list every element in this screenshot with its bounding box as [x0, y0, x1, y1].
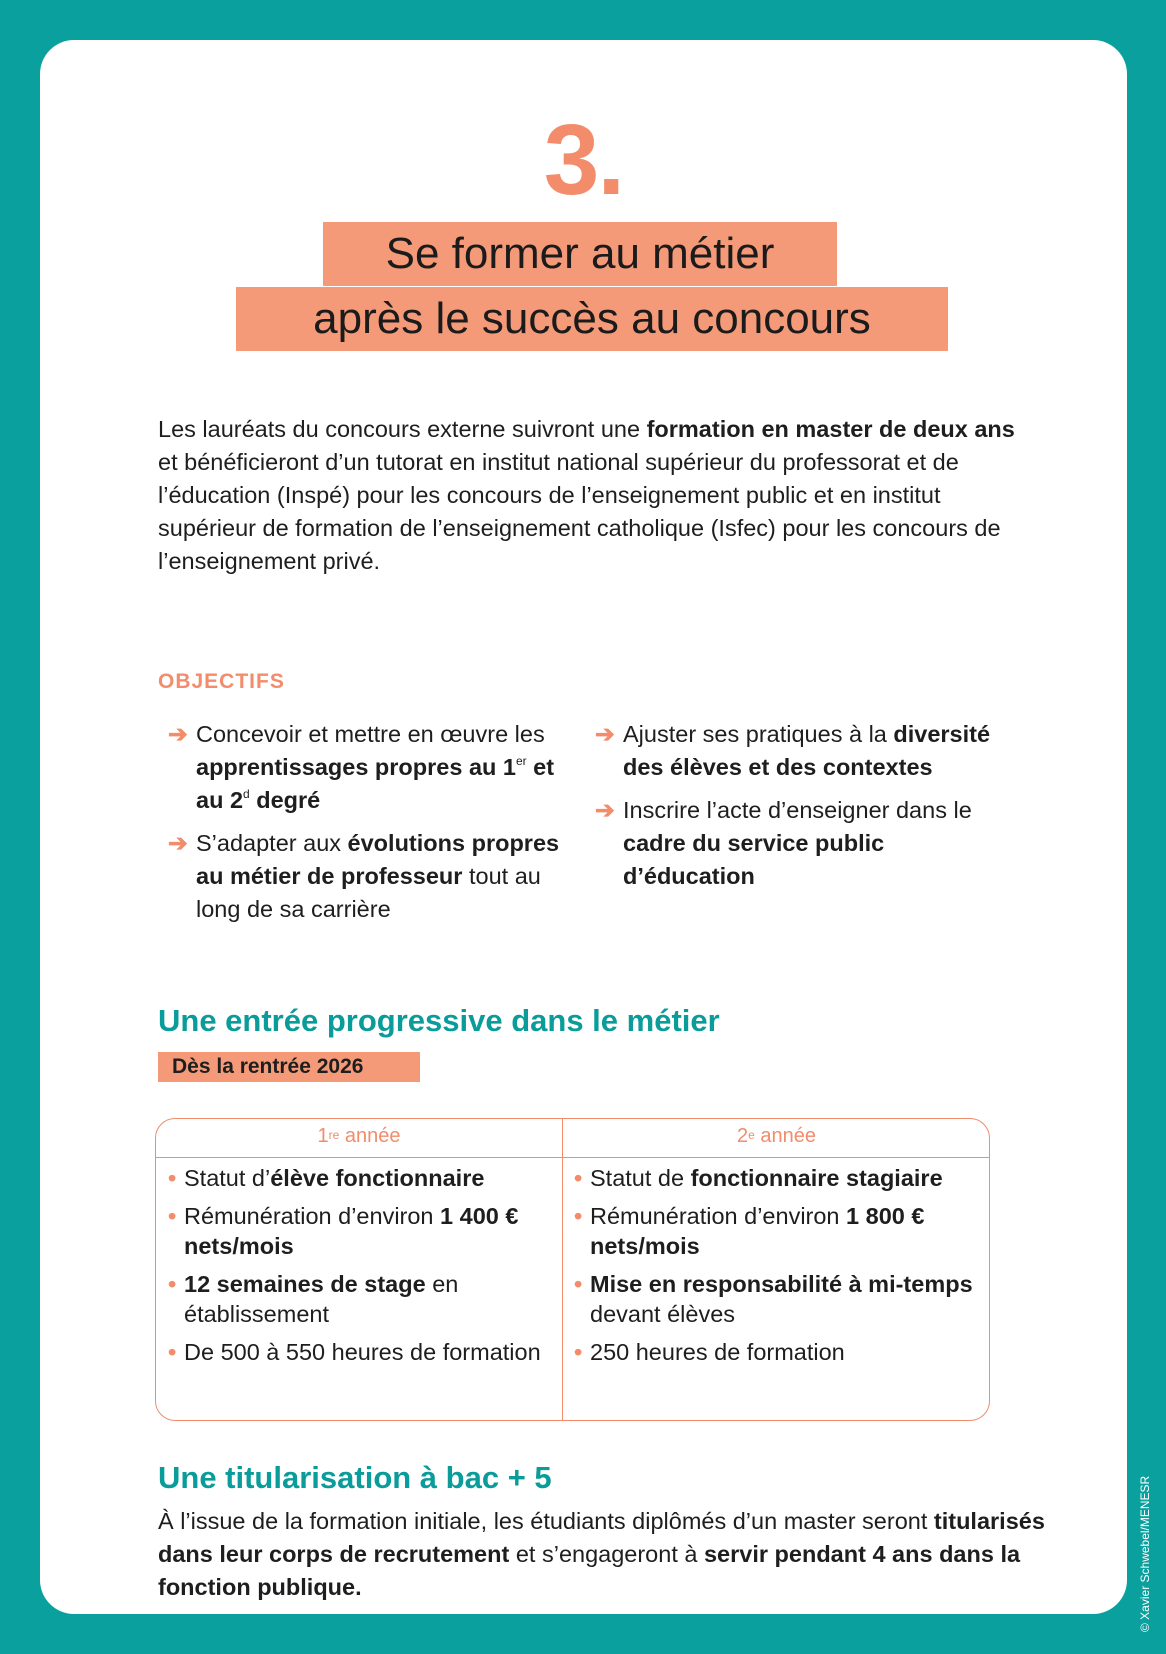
item-bold: Mise en responsabilité à mi-temps	[590, 1271, 973, 1297]
titularisation-paragraph	[158, 1505, 1058, 1604]
page-title-line-1: Se former au métier	[323, 222, 837, 286]
intro-bold-1: formation en master de deux ans	[646, 416, 1015, 442]
item-text: devant élèves	[590, 1301, 736, 1327]
item-bold: 1 800 € nets/mois	[590, 1203, 925, 1259]
start-date-tag: Dès la rentrée 2026	[158, 1052, 420, 1082]
arrow-right-icon: ➔	[595, 721, 615, 747]
objective-text: Inscrire l’acte d’enseigner dans le	[623, 797, 972, 823]
bullet-icon: •	[168, 1203, 177, 1229]
year-2-list	[574, 1163, 984, 1375]
objective-text: tout au long de sa carrière	[196, 863, 541, 922]
year-2-header	[562, 1125, 991, 1148]
year-label: année	[754, 1125, 816, 1147]
item-bold: 12 semaines de stage	[184, 1271, 426, 1297]
objective-bold: et au 2	[196, 754, 555, 813]
outro-bold-2: servir pendant 4 ans dans la fonction publique.	[158, 1541, 1021, 1600]
year-1-header	[156, 1125, 562, 1148]
item-text: Rémunération d’environ	[590, 1203, 847, 1229]
arrow-right-icon: ➔	[168, 830, 188, 856]
list-item	[168, 1337, 558, 1367]
outro-text-2: et s’engageront à	[509, 1541, 704, 1567]
photo-credit	[1138, 1392, 1154, 1632]
list-item	[574, 1337, 984, 1367]
objective-item	[168, 718, 588, 817]
outro-text-1: À l’issue de la formation initiale, les étudiants diplômés d’un master seront	[158, 1508, 934, 1534]
bullet-icon: •	[168, 1271, 177, 1297]
arrow-right-icon: ➔	[595, 797, 615, 823]
year-sup: e	[748, 1128, 755, 1142]
item-text: 250 heures de formation	[590, 1339, 845, 1365]
bullet-icon: •	[574, 1339, 583, 1365]
titularisation-heading: Une titularisation à bac + 5	[158, 1460, 552, 1495]
item-bold: élève fonctionnaire	[270, 1165, 485, 1191]
list-item	[574, 1163, 984, 1193]
objective-bold: cadre du service public d’éducation	[623, 830, 885, 889]
objective-sup: er	[515, 754, 527, 768]
objectives-left-column	[168, 718, 588, 936]
objective-bold: diversité des élèves et des contextes	[623, 721, 991, 780]
objective-bold: apprentissages propres au 1	[196, 754, 516, 780]
table-divider	[562, 1119, 563, 1420]
year-num: 2	[737, 1125, 749, 1147]
bullet-icon: •	[574, 1203, 583, 1229]
item-text: Rémunération d’environ	[184, 1203, 441, 1229]
table-header-line	[156, 1157, 989, 1158]
bullet-icon: •	[168, 1339, 177, 1365]
bullet-icon: •	[574, 1165, 583, 1191]
objective-text: Ajuster ses pratiques à la	[623, 721, 894, 747]
list-item	[168, 1163, 558, 1193]
outro-bold-1: titularisés dans leur corps de recrutement	[158, 1508, 1045, 1567]
arrow-right-icon: ➔	[168, 721, 188, 747]
year-label: année	[339, 1125, 401, 1147]
item-bold: 1 400 € nets/mois	[184, 1203, 519, 1259]
item-text: en établissement	[184, 1271, 459, 1327]
photo-credit-text: © Xavier Schwebel/MENESR	[1138, 1475, 1152, 1632]
year-num: 1	[317, 1125, 329, 1147]
objectives-title: OBJECTIFS	[158, 670, 285, 693]
years-table	[155, 1118, 990, 1421]
content-card	[40, 40, 1127, 1614]
objectives-right-column	[595, 718, 1015, 903]
objective-item	[595, 718, 1015, 784]
list-item	[168, 1201, 558, 1261]
item-bold: fonctionnaire stagiaire	[690, 1165, 943, 1191]
list-item	[574, 1269, 984, 1329]
bullet-icon: •	[168, 1165, 177, 1191]
year-sup: re	[328, 1128, 340, 1142]
bullet-icon: •	[574, 1271, 583, 1297]
intro-text-1: Les lauréats du concours externe suivront une	[158, 416, 647, 442]
objective-sup: d	[243, 787, 250, 801]
year-1-list	[168, 1163, 558, 1375]
progressive-entry-heading: Une entrée progressive dans le métier	[158, 1003, 720, 1038]
item-text: Statut de	[590, 1165, 691, 1191]
objective-bold: degré	[249, 787, 321, 813]
objective-item	[595, 794, 1015, 893]
item-text: Statut d’	[184, 1165, 271, 1191]
objective-bold: évolutions propres au métier de professeur	[196, 830, 560, 889]
objective-text: Concevoir et mettre en œuvre les	[196, 721, 545, 747]
item-text: De 500 à 550 heures de formation	[184, 1339, 541, 1365]
intro-paragraph	[158, 413, 1038, 578]
objective-item	[168, 827, 588, 926]
section-number: 3.	[543, 104, 624, 216]
list-item	[168, 1269, 558, 1329]
list-item	[574, 1201, 984, 1261]
intro-text-2: et bénéficieront d’un tutorat en institut national supérieur du professorat et de l’éducation (Inspé) pour les concours de l’enseignement public et en institut supérieur de formation de l’enseignement catholique (Isfec) pour les concours de l’enseignement privé.	[158, 449, 1001, 574]
page-title-line-2: après le succès au concours	[236, 287, 948, 351]
objective-text: S’adapter aux	[196, 830, 348, 856]
